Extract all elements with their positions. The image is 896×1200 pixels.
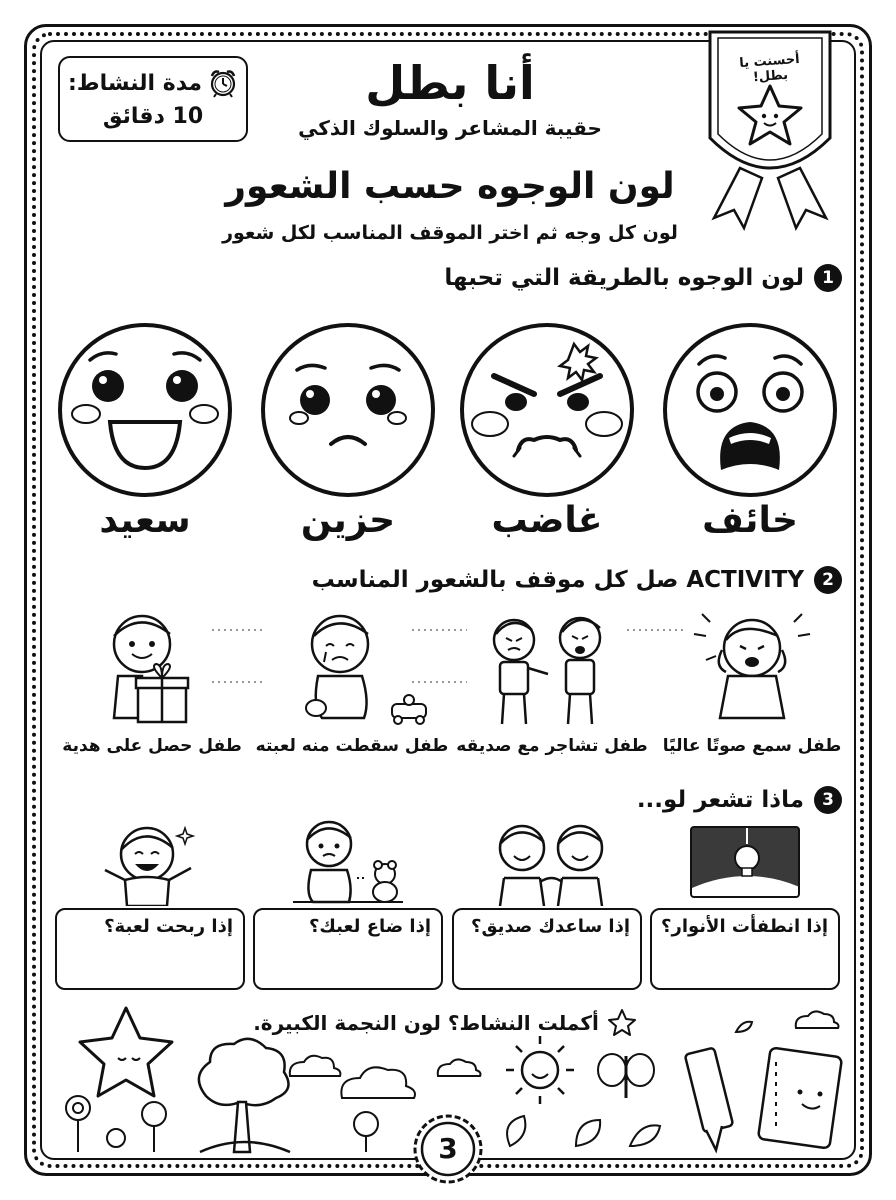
face-label-sad: حزين bbox=[300, 500, 396, 541]
section-1-heading bbox=[444, 264, 842, 292]
faces-row bbox=[50, 318, 850, 558]
face-card-scared bbox=[655, 318, 855, 548]
tree-icon bbox=[199, 1039, 290, 1152]
notebook-icon bbox=[758, 1047, 842, 1148]
completion-text: أكملت النشاط؟ لون النجمة الكبيرة. bbox=[253, 1011, 599, 1035]
section-1-number: 1 bbox=[814, 264, 842, 292]
page-subtitle: حقيبة المشاعر والسلوك الذكي bbox=[298, 116, 602, 140]
duration-label: مدة النشاط: bbox=[67, 70, 203, 96]
child-with-gift-icon[interactable] bbox=[52, 606, 252, 731]
question-card-lost-toy bbox=[253, 818, 448, 998]
sad-face-icon[interactable] bbox=[253, 318, 443, 498]
activity-instruction: لون كل وجه ثم اختر الموقف المناسب لكل شعور bbox=[222, 222, 678, 244]
face-card-happy bbox=[50, 318, 250, 548]
situation-card-gift bbox=[52, 606, 252, 766]
matching-activity-row bbox=[52, 606, 852, 766]
face-label-scared: خائف bbox=[702, 500, 798, 541]
scared-child-icon[interactable] bbox=[652, 606, 852, 731]
section-1-title: لون الوجوه بالطريقة التي تحبها bbox=[444, 265, 804, 291]
crying-child-icon[interactable] bbox=[252, 606, 452, 731]
question-card-lights-out bbox=[650, 818, 845, 998]
section-2-heading bbox=[312, 566, 842, 594]
activity-heading: لون الوجوه حسب الشعور bbox=[225, 166, 675, 207]
big-star-icon[interactable] bbox=[80, 1008, 172, 1096]
situation-label-dropped-toy: طفل سقطت منه لعبته bbox=[255, 736, 449, 756]
activity-duration-box bbox=[58, 56, 248, 142]
scared-face-icon[interactable] bbox=[655, 318, 845, 498]
section-3-number: 3 bbox=[814, 786, 842, 814]
question-text-lights-out: إذا انطفأت الأنوار؟ bbox=[661, 916, 828, 937]
question-card-friend-helps bbox=[452, 818, 647, 998]
feelings-questions-row bbox=[50, 818, 850, 998]
arguing-children-icon[interactable] bbox=[452, 606, 652, 731]
child-lost-toy-icon bbox=[253, 818, 443, 906]
situation-label-fight: طفل تشاجر مع صديقه bbox=[456, 736, 648, 756]
page-number-badge bbox=[405, 1112, 491, 1186]
face-label-happy: سعيد bbox=[99, 500, 191, 541]
section-3-heading bbox=[637, 786, 842, 814]
section-3-title: ماذا تشعر لو... bbox=[636, 787, 804, 813]
situation-card-loud-noise bbox=[652, 606, 852, 766]
happy-face-icon[interactable] bbox=[50, 318, 240, 498]
question-text-friend-helps: إذا ساعدك صديق؟ bbox=[471, 916, 630, 937]
duration-value: 10 دقائق bbox=[102, 104, 204, 129]
section-2-number: 2 bbox=[814, 566, 842, 594]
section-2-title: ACTIVITY صل كل موقف بالشعور المناسب bbox=[311, 567, 804, 593]
cheering-child-icon bbox=[55, 818, 245, 906]
page-title: أنا بطل bbox=[365, 56, 535, 110]
answer-box-friend-helps[interactable] bbox=[452, 908, 642, 990]
butterfly-icon bbox=[598, 1054, 654, 1098]
helping-friends-icon bbox=[452, 818, 642, 906]
answer-box-won-game[interactable] bbox=[55, 908, 245, 990]
situation-label-gift: طفل حصل على هدية bbox=[62, 736, 242, 756]
face-card-sad bbox=[253, 318, 453, 548]
situation-label-loud-noise: طفل سمع صوتًا عاليًا bbox=[662, 736, 842, 756]
situation-card-fight bbox=[452, 606, 652, 766]
light-bulb-icon bbox=[690, 826, 800, 898]
angry-face-icon[interactable] bbox=[452, 318, 642, 498]
alarm-clock-icon bbox=[208, 68, 238, 98]
question-card-won-game bbox=[55, 818, 250, 998]
answer-box-lights-out[interactable] bbox=[650, 908, 840, 990]
page-number: 3 bbox=[438, 1132, 458, 1165]
pencil-icon bbox=[685, 1048, 733, 1150]
badge-text: أحسنت يا بطل! bbox=[738, 51, 801, 86]
cloud-icon bbox=[290, 1011, 839, 1098]
situation-card-dropped-toy bbox=[252, 606, 452, 766]
face-label-angry: غاضب bbox=[491, 500, 603, 541]
hero-badge bbox=[700, 28, 840, 233]
question-text-lost-toy: إذا ضاع لعبك؟ bbox=[308, 916, 431, 937]
question-text-won-game: إذا ربحت لعبة؟ bbox=[104, 916, 233, 937]
face-card-angry bbox=[452, 318, 652, 548]
sun-icon bbox=[506, 1036, 574, 1104]
answer-box-lost-toy[interactable] bbox=[253, 908, 443, 990]
